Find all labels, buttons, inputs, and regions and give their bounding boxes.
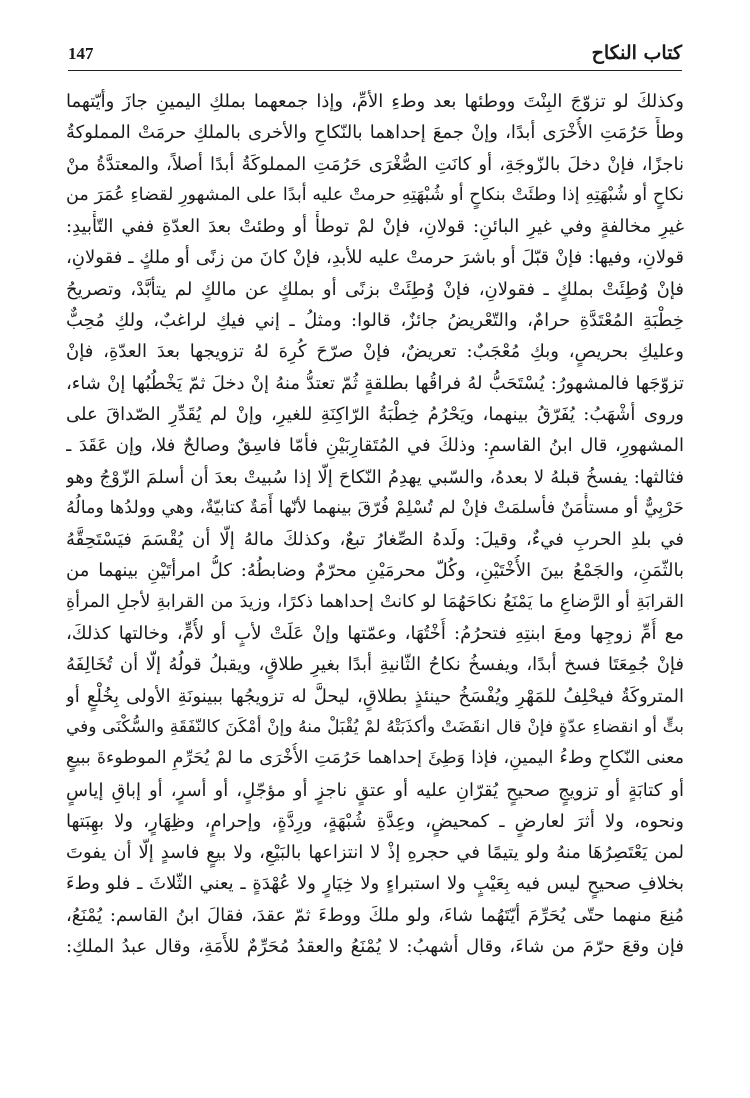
text-line: ونحوه، ولا أثرَ لعارضٍ ـ كمحيضٍ، وعِدَّةِ شُبْهَةٍ، ورِدَّةٍ، وإحرامٍ، وظِهَارٍ، ولا بهِبَتها bbox=[66, 810, 684, 832]
page-number: 147 bbox=[68, 44, 94, 63]
text-line: فإنْ وُطِئَتْ بملكٍ ـ فقولانِ، فإنْ وُطِئَتْ بزنًى أو بملكٍ عن مالكٍ لم يتأبَّدْ، وتصريحُ bbox=[66, 278, 684, 300]
text-line: بتٍّ أو انقضاءِ عدّةٍ فإنْ قال انقَضَتْ وأكذَبَتْهُ لمْ يُقْبَلْ منهُ وإنْ أمْكَنَ كالنّفَقَةِ والسُّكْنَى وفي bbox=[66, 716, 684, 737]
text-line: بالثّمَنِ، والجَمْعُ بينَ الأُخْتَيْنِ، وكُلّ محرمَيْنِ محرّمٌ وضابطُهُ: كلُّ امرأتَيْنِ بينهما من bbox=[66, 560, 684, 582]
text-line: المتروكَةُ فيحْلِفُ للمَهْرِ ويُفْسَخُ حينئذٍ بطلاقٍ، ليحلَّ له تزويجُها ببينونَةِ الأولى بِخُلْعٍ أو bbox=[66, 685, 684, 707]
text-line: بخلافِ صحيحٍ ليس فيه بِعَيْبٍ ولا استبراءٍ ولا خِيَارٍ ولا عُهْدَةٍ ـ يعني الثّلاثَ ـ فلو وطءَ bbox=[66, 873, 684, 895]
text-line: غيرِ مخالفةٍ وفي غيرِ البائنِ: قولانِ، فإنْ لمْ توطأْ أو وطئتْ بعدَ العدّةِ ففي التّأْبيدِ: bbox=[66, 216, 684, 238]
text-line: خِطْبَةِ المُعْتَدَّةِ حرامٌ، والتّعْريضُ جائزٌ، قالوا: ومثلُ ـ إني فيكِ لراغبٌ، ولكِ مُحِبٌّ bbox=[66, 310, 684, 332]
text-line: تزوّجَها فالمشهورُ: يُسْتَحَبُّ لهُ فراقُها بطلقةٍ ثُمّ تعتدُّ منهُ إنْ دخلَ ثمّ يَخْطُبُها إنْ شاء، bbox=[66, 372, 684, 394]
text-line: وكذلكَ لو تزوّجَ البِنْتَ ووطئها بعد وطءِ الأمِّ، وإذا جمعهما بملكِ اليمينِ جازَ وأيّتهما bbox=[66, 91, 684, 112]
text-line: معنى النّكاحِ وطءُ اليمينِ، فإذا وَطِئَ إحداهما حَرُمَتِ الأُخْرَى ما لمْ يُحَرِّمِ الموطوءةَ ببيعٍ bbox=[66, 748, 684, 769]
text-line: وطأَ حَرُمَتِ الأُخْرَى أبدًا، وإنْ جمعَ إحداهما بالنّكاحِ والأخرى بالملكِ حرمَتْ المملوكةُ bbox=[66, 122, 684, 144]
text-line: قولانِ، وفيها: فإنْ قبّلَ أو باشرَ حرمتْ عليه للأبدِ، فإنْ كانَ من زنًى أو ملكٍ ـ فقولانِ، bbox=[66, 247, 684, 269]
text-line: فثالثها: يفسخُ قبلهُ لا بعدهُ، والسّبي يهدِمُ النّكاحَ إلّا إذا سُبيتْ بعدَ أن أسلمَ الزّوْجُ وهو bbox=[66, 466, 684, 488]
text-line: القرابَةِ أو الرَّضاعِ ما يَمْنَعُ نكاحَهُمَا لو كانتْ إحداهما ذكرًا، وزيدَ من القرابةِ لأجلِ المرأةِ bbox=[66, 591, 684, 612]
text-line: حَرْبِيٌّ أو مستأْمَنٌ فأسلمَتْ فإنْ لم تُسْلِمْ فُرّقَ بينهما لأنّها أَمَةٌ كتابيّةٌ، وهي وولدُها ومالُهُ bbox=[66, 497, 684, 518]
text-line: فإنْ جُمِعَتَا فسخ أبدًا، ويفسخُ نكاحُ الثّانيةِ أبدًا بغيرِ طلاقٍ، ويقبلُ قولُهُ إلّا أن تُخَالِفَهُ bbox=[66, 654, 684, 676]
running-title: كتاب النكاح bbox=[591, 42, 682, 64]
text-line: نكاحٍ أو شُبْهَتِهِ إذا وطئَتْ بنكاحٍ أو شُبْهَتِهِ حرمتْ عليه أبدًا على المشهورِ لقضاءِ عُمَرَ من bbox=[66, 184, 684, 205]
text-line: مع أُمِّ زوجِها ومعَ ابنتِهِ فتحرُمُ: أُخْتُهَا، وعمّتها وإنْ عَلَتْ لأبٍ أو لأُمٍّ، وخالتها كذلكَ، bbox=[66, 623, 684, 645]
text-line: أو كتابَةٍ أو تزويجٍ صحيحٍ يُقرّانِ عليه أو عتقٍ ناجزٍ أو مؤجّلٍ، أو أسرٍ، أو إباقِ إياسٍ bbox=[66, 779, 684, 801]
page-header bbox=[68, 40, 682, 71]
text-line: ناجزًا، فإنْ دخلَ بالزّوجَةِ، أو كانَتِ الصُّغْرَى حَرُمَتِ المملوكَةُ أبدًا أصلاً، والمعتدَّةُ منْ bbox=[66, 153, 684, 175]
text-line: فإن وقعَ حرّمَ من شاءَ، وقال أشهبُ: لا يُمْنَعُ والعقدُ مُحَرِّمٌ للأَمَةِ، وقال عبدُ الملكِ: bbox=[66, 936, 684, 958]
text-line: وعليكِ بحريصٍ، وبكِ مُعْجَبٌ: تعريضٌ، فإنْ صرّحَ كُرِهَ لهُ تزويجها بعدَ العدّةِ، فإنْ bbox=[66, 341, 684, 363]
text-line: في بلدِ الحربِ فيءٌ، وقيلَ: ولَدهُ الصِّغارُ تبعٌ، وكذلكَ مالهُ إلّا أن يُقْسَمَ فيَسْتَحِقَّهُ bbox=[66, 529, 684, 551]
text-line: المشهورِ، قال ابنُ القاسمِ: وذلكَ في المُتَقارِبَيْنِ فأمّا فاسِقٌ وصالحٌ فلا، وإن عَقَدَ ـ bbox=[66, 435, 684, 457]
text-line: مُنِعَ منهما حتّى يُحَرِّمَ أيّتَهُما شاءَ، ولو ملكَ ووطءَ ثمّ عقدَ، فقالَ ابنُ القاسم: يُمْنَعُ، bbox=[66, 904, 684, 926]
body-text bbox=[66, 86, 684, 962]
text-line: وروى أشْهَبُ: يُفَرّقُ بينهما، ويَحْرُمُ خِطْبَةُ الرّاكِنَةِ للغيرِ، وإنْ لم يُقَدِّرِ الصّداقَ على bbox=[66, 403, 684, 425]
text-line: لمن يَعْتَصِرُهَا منهُ ولو يتيمًا في حجرهِ إذْ لا انتزاعها بالبَيْعِ، ولا بيعٍ فاسدٍ إلّا أن يفوتَ bbox=[66, 842, 684, 864]
